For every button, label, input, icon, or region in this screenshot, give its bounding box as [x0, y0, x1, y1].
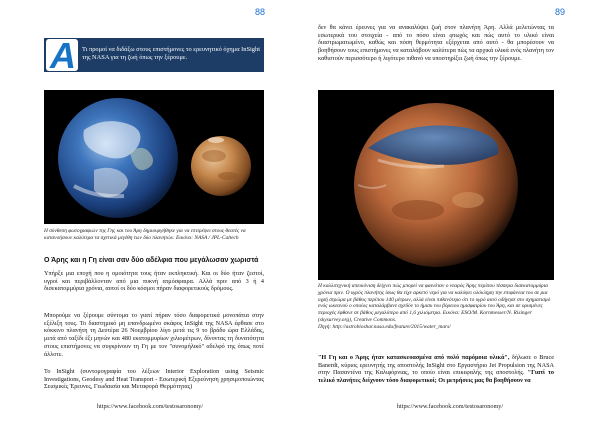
early-mars-image: [318, 90, 554, 280]
left-image-caption: Η σύνθεση φωτογραφιών της Γης και του Άρη δημιουργήθηκε για να επιτρέψει στους θεατές να κατανοήσουν καλύτερα τα σχετικά μεγέθη των δύο πλανητών. Εικόνα: NASA / JPL-Caltech: [44, 228, 246, 241]
left-paragraph-3: Το InSight (συντομογραφία του λέξεων Interior Exploration using Seismic Investigations, Geodesy and Heat Transport - Εσωτερική Εξερεύνηση χρησιμοποιώντας Σεισμικές Έρευνες, Γεωδαισία και Μεταφορά Θερμότητας): [44, 368, 264, 391]
left-paragraph-2: Μπορούμε να ξέρουμε σύντομα το γιατί πήραν τόσο διαφορετικά μονοπάτια στην εξέλιξη τους. Το διαστημικό μη επανδρωμένο σκάφος InSight της NASA έφθασε στο κόκκινο πλανήτη τη Δευτέρα 26 Νοεμβρίου λίγο μετά τις 9 το βράδυ ώρα Ελλάδας, μετά από ταξίδι έξι μηνών και 480 εκατομμυρίων χιλιομέτρων, δίνοντας τη δυνατότητα στους επιστήμονες να συγκρίνουν τη Γη με τον "συνομήλικό" αδελφό της όπως ποτέ άλλοτε.: [44, 312, 264, 358]
right-image-caption: [318, 283, 554, 331]
left-paragraph-1: Υπήρξε μια εποχή που η ομοιότητα τους ήταν εκπληκτική. Και οι δύο ήταν ζεστοί, υγροί και περιβάλλονταν από μια πυκνή ατμόσφαιρα. Αλλά πριν από 3 ή 4 δισεκατομμύρια χρόνια, αυτοί οι δύο κόσμοι πήραν διαφορετικούς δρόμους.: [44, 270, 264, 293]
earth-mars-illustration: [44, 90, 264, 224]
letter-a-icon: [46, 39, 78, 71]
banner-letter: A: [50, 38, 76, 72]
page-number-left: 88: [255, 7, 266, 17]
right-page: [300, 0, 600, 424]
closing-bold: "Γιατί το τελικό πλανήτες δείχνουν τόσο διαφορετικοί; Οι μετρήσεις μας θα βοηθήσουν να: [318, 369, 555, 385]
quote-bold: "Η Γη και ο Άρης ήταν κατασκευασμένα από πολύ παρόμοια υλικά",: [318, 354, 510, 361]
right-footer-link[interactable]: https://www.facebook.com/testosaronomy/: [396, 403, 504, 410]
page-number-right: 89: [555, 7, 566, 17]
right-paragraph-bottom: [318, 354, 554, 385]
earth-mars-comparison-image: [44, 90, 264, 224]
section-heading: Ο Άρης και η Γη είναι σαν δύο αδέλφια που μεγάλωσαν χωριστά: [44, 257, 259, 264]
caption-source: Πηγή: http://astrobioshar.nasa.edu/feature/2015/water_mars/: [318, 323, 451, 330]
right-paragraph-top: δεν θα κάνει έρευνες για να ανακαλύψει ζωή στον πλανήτη Άρη. Αλλά μελετώντας τα εσωτερικά του στοιχεία - από το πόσο είναι φτωχός και πώς αυτό το υλικό είναι διαστρωματωμένο, καθώς και πόση θερμότητα εξέρχεται από αυτό - θα μπορέσουν να βοηθήσουν τους επιστήμονες να καταλάβουν καλύτερα πώς τα αρχικά υλικά ενός πλανήτη τον καθιστούν περισσότερο ή λιγότερο πιθανό να υποστηρίξει ζωή όπως την ξέρουμε.: [318, 24, 554, 62]
banner-text: Τι προμοί να διδάξω στους επιστήμονες το ερευνητικό όχημα InSight της NASA για τη ζωή όπως την ξέρουμε.: [82, 46, 260, 61]
intro-banner: [44, 38, 264, 72]
caption-body: Η καλλιτεχνική απεικόνιση δείχνει πώς μπορεί να φαινόταν ο νεαρός Άρης περίπου τέσσερα δισεκατομμύρια χρόνια πριν. Ο υγρός πλανήτης ίσως θα είχε αρκετό νερό για να καλύψει ολόκληρη την επιφάνεια του σε μια υγρή στρώμα με βάθος περίπου 140 μέτρων, αλλά είναι πιθανότερο ότι το υγρό αυτό οδήγησε στο σχηματισμό ενός ωκεανού ο οποίος καταλάμβανε σχεδόν το ήμισυ του βόρειου ημισφαιρίου του Άρη, και σε ορισμένες περιοχές έφθανε σε βάθος μεγαλύτερο από 1,6 χιλιόμετρα. Εικόνα: ESO/M. Kornmesser/N. Risinger (skysurvey.org), Creative Commons.: [318, 283, 551, 323]
left-footer-link[interactable]: https://www.facebook.com/testosaronomy/: [96, 403, 204, 410]
paragraph-bottom-text: δήλωσε ο Bruce Banerdt, κύριος ερευνητής της αποστολής InSight στο Εργαστήριο Jet Propulsion της NASA στην Πασαντένα της Καλιφόρνιας, το οποίο είναι επικεφαλής της αποστολής.: [318, 354, 555, 377]
early-mars-illustration: [318, 90, 554, 280]
